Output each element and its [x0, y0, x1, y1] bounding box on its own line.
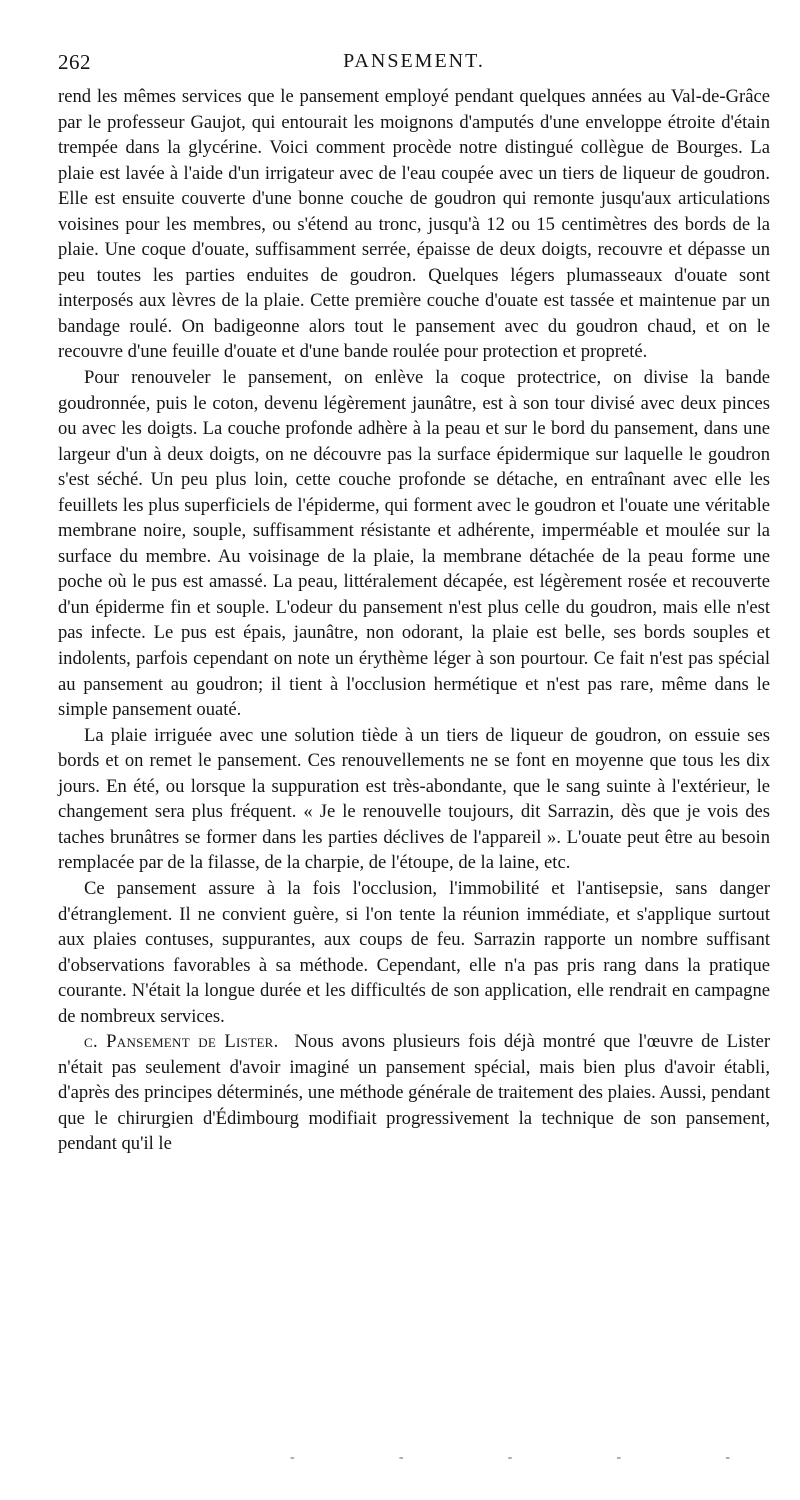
section-heading: c. Pansement de Lister. — [84, 1031, 279, 1053]
section-lister — [58, 1029, 770, 1157]
running-head — [58, 50, 770, 84]
footer-mark: - — [507, 1450, 513, 1465]
running-title: PANSEMENT. — [343, 50, 485, 72]
paragraph-renewal: Pour renouveler le pansement, on enlève la coque protectrice, on divise la bande goudronnée, puis le coton, devenu légèrement jaunâtre, est à son tour divisé avec deux pinces ou avec les doigts. La couche profonde adhère à la peau et sur le bord du pansement, dans une largeur d'un à deux doigts, on ne découvre pas la surface épidermique sur laquelle le goudron s'est séché. Un peu plus loin, cette couche profonde se détache, en entraînant avec elle les feuillets les plus superficiels de l'épiderme, qui forment avec le goudron et l'ouate une véritable membrane noire, souple, suffisamment résistante et adhérente, imperméable et moulée sur la surface du membre. Au voisinage de la plaie, la membrane détachée de la peau forme une poche où le pus est amassé. La peau, littéralement décapée, est légèrement rosée et recouverte d'un épiderme fin et souple. L'odeur du pansement n'est plus celle du goudron, mais elle n'est pas infecte. Le pus est épais, jaunâtre, non odorant, la plaie est belle, ses bords souples et indolents, parfois cependant on note un érythème léger à son pourtour. Ce fait n'est pas spécial au pansement au goudron; il tient à l'occlusion hermétique et n'est pas rare, même dans le simple pansement ouaté. — [58, 367, 770, 721]
page-number: 262 — [58, 50, 91, 74]
paragraph-irrigation: La plaie irriguée avec une solution tiède à un tiers de liqueur de goudron, on essuie ses bords et on remet le pansement. Ces renouvellements ne se font en moyenne que tous les dix jours. En été, ou lorsque la suppuration est très-abondante, que le sang suinte à l'extérieur, le changement sera plus fréquent. « Je le renouvelle toujours, dit Sarrazin, dès que je vois des taches brunâtres se former dans les parties déclives de l'appareil ». L'ouate peut être au besoin remplacée par de la filasse, de la charpie, de l'étoupe, de la laine, etc. — [58, 724, 770, 874]
footer-mark: - — [290, 1450, 295, 1465]
footer-mark: - — [398, 1450, 404, 1465]
footer-marks — [290, 1450, 730, 1466]
section-text: Nous avons plusieurs fois déjà montré que l'œuvre de Lister n'était pas seulement d'avoir imaginé un pansement spécial, mais bien plus d'avoir établi, d'après des principes déterminés, une méthode générale de traitement des plaies. Aussi, pendant que le chirurgien d'Édimbourg modifiait progressivement la technique de son pansement, pendant qu'il le — [58, 1031, 771, 1155]
paragraph-continuation: rend les mêmes services que le pansement employé pendant quelques années au Val-de-Grâce par le professeur Gaujot, qui entourait les moignons d'amputés d'une enveloppe étroite d'étain trempée dans la glycérine. Voici comment procède notre distingué collègue de Bourges. La plaie est lavée à l'aide d'un irrigateur avec de l'eau coupée avec un tiers de liqueur de goudron. Elle est ensuite couverte d'une bonne couche de goudron qui remonte jusqu'aux articulations voisines pour les membres, ou s'étend au tronc, jusqu'à 12 ou 15 centimètres des bords de la plaie. Une coque d'ouate, suffisamment serrée, épaisse de deux doigts, recouvre et dépasse un peu toutes les parties enduites de goudron. Quelques légers plumasseaux d'ouate sont interposés aux lèvres de la plaie. Cette première couche d'ouate est tassée et maintenue par un bandage roulé. On badigeonne alors tout le pansement avec du goudron chaud, et on le recouvre d'une feuille d'ouate et d'une bande roulée pour protection et propreté. — [58, 86, 770, 363]
body-text — [58, 84, 770, 1157]
paragraph-assessment: Ce pansement assure à la fois l'occlusion, l'immobilité et l'antisepsie, sans danger d'étranglement. Il ne convient guère, si l'on tente la réunion immédiate, et s'applique surtout aux plaies contuses, suppurantes, aux coups de feu. Sarrazin rapporte un nombre suffisant d'observations favorables à sa méthode. Cependant, elle n'a pas pris rang dans la pratique courante. N'était la longue durée et les difficultés de son application, elle rendrait en campagne de nombreux services. — [58, 877, 770, 1027]
footer-mark: - — [725, 1450, 730, 1465]
page — [58, 50, 770, 1157]
footer-mark: - — [616, 1450, 622, 1465]
